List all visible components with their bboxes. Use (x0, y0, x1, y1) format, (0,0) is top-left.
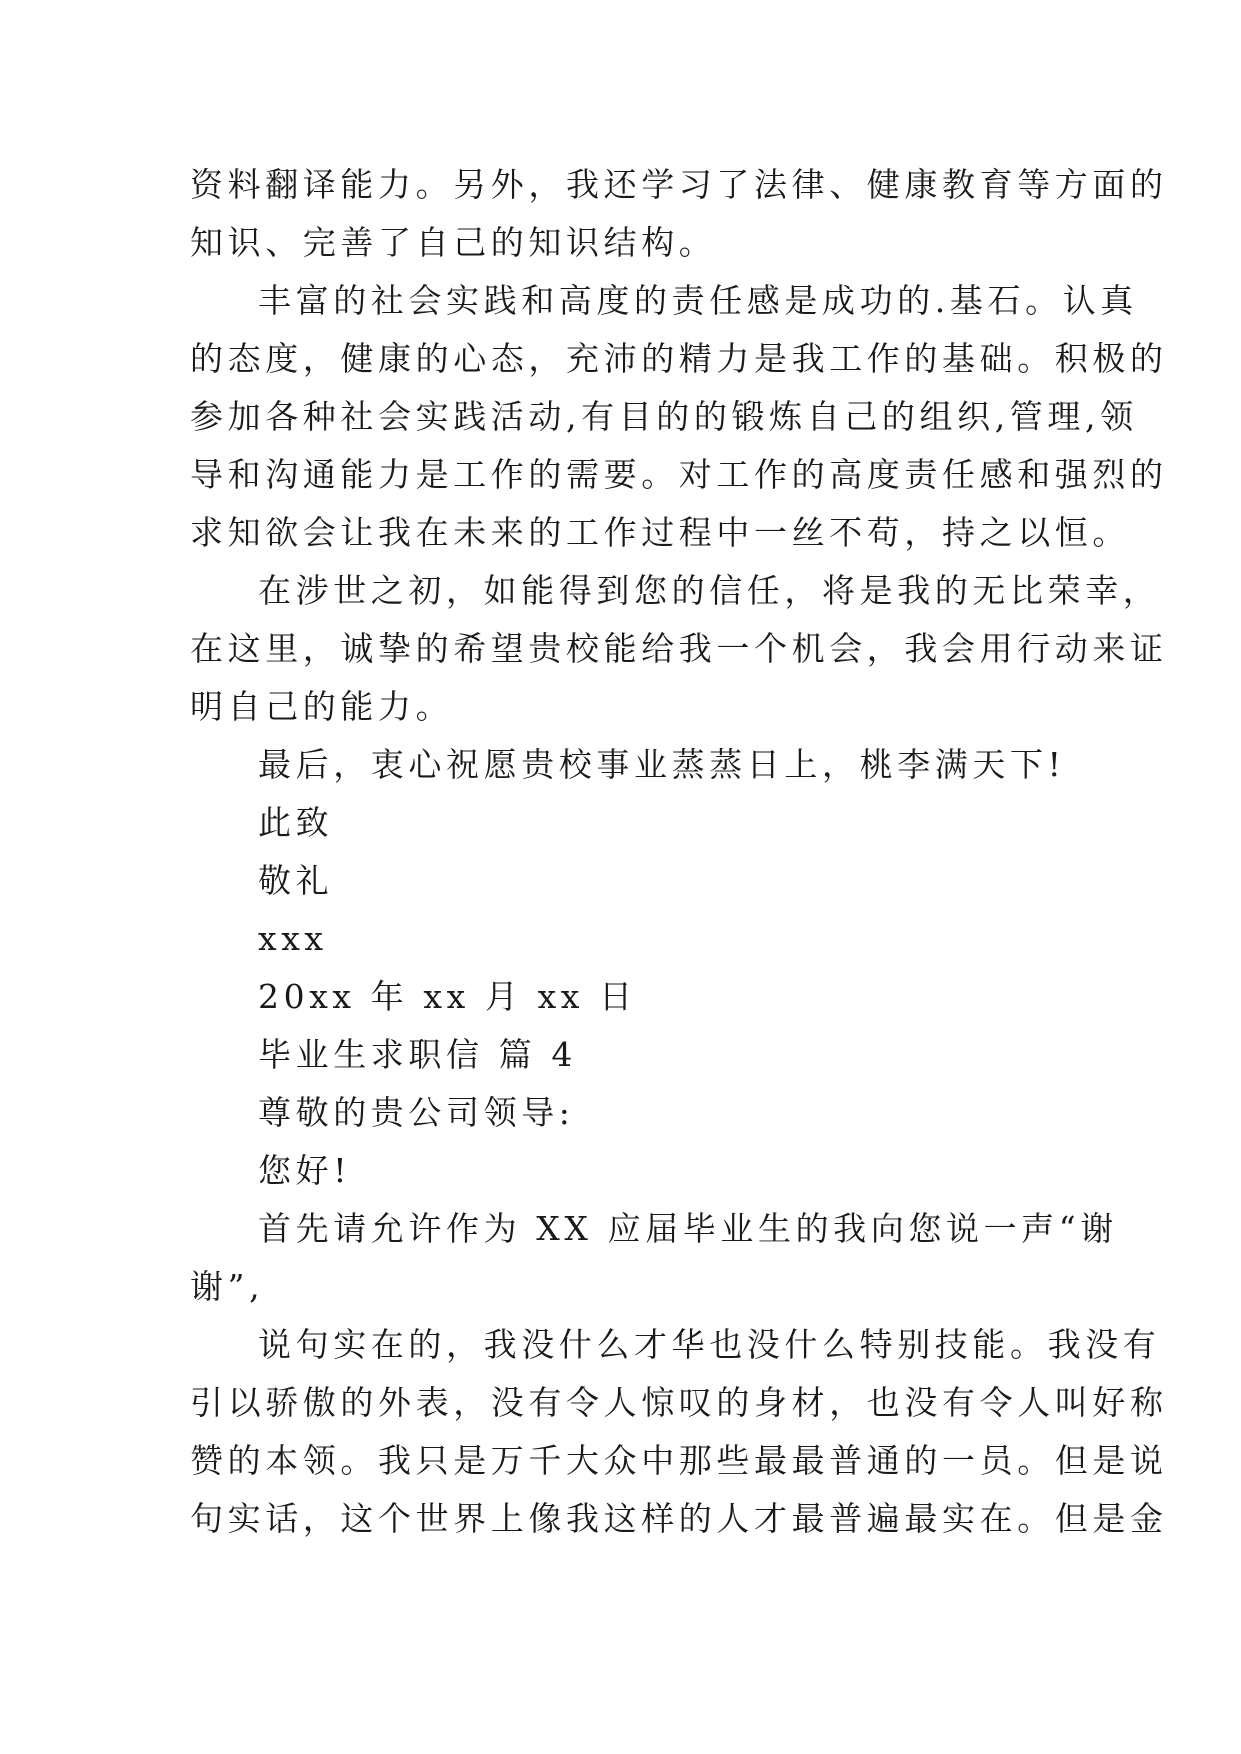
text-line: 说句实在的，我没什么才华也没什么特别技能。我没有 (258, 1325, 1161, 1364)
text-line: xxx (258, 919, 328, 958)
text-line: 最后，衷心祝愿贵校事业蒸蒸日上，桃李满天下! (258, 745, 1066, 784)
text-line: 赞的本领。我只是万千大众中那些最最普通的一员。但是说 (190, 1441, 1168, 1480)
text-line: 引以骄傲的外表，没有令人惊叹的身材，也没有令人叫好称 (190, 1383, 1168, 1422)
text-line: 参加各种社会实践活动,有目的的锻炼自己的组织,管理,领 (190, 397, 1138, 436)
text-line: 丰富的社会实践和高度的责任感是成功的.基石。认真 (258, 281, 1138, 320)
text-line: 20xx 年 xx 月 xx 日 (258, 977, 637, 1016)
section-heading: 毕业生求职信 篇 4 (258, 1035, 577, 1074)
text-line: 明自己的能力。 (190, 687, 454, 726)
text-line: 句实话，这个世界上像我这样的人才最普遍最实在。但是金 (190, 1499, 1168, 1538)
text-line: 在涉世之初，如能得到您的信任，将是我的无比荣幸， (258, 571, 1161, 610)
text-line: 尊敬的贵公司领导: (258, 1093, 575, 1132)
text-line: 求知欲会让我在未来的工作过程中一丝不苟，持之以恒。 (190, 513, 1130, 552)
text-line: 敬礼 (258, 861, 334, 900)
text-line: 此致 (258, 803, 334, 842)
text-line: 您好! (258, 1151, 352, 1190)
text-line: 首先请允许作为 XX 应届毕业生的我向您说一声“谢 (258, 1209, 1118, 1248)
text-line: 资料翻译能力。另外，我还学习了法律、健康教育等方面的 (190, 165, 1168, 204)
text-line: 知识、完善了自己的知识结构。 (190, 223, 717, 262)
text-line: 谢”, (190, 1267, 265, 1306)
text-line: 的态度，健康的心态，充沛的精力是我工作的基础。积极的 (190, 339, 1168, 378)
text-line: 导和沟通能力是工作的需要。对工作的高度责任感和强烈的 (190, 455, 1168, 494)
text-line: 在这里，诚挚的希望贵校能给我一个机会，我会用行动来证 (190, 629, 1168, 668)
